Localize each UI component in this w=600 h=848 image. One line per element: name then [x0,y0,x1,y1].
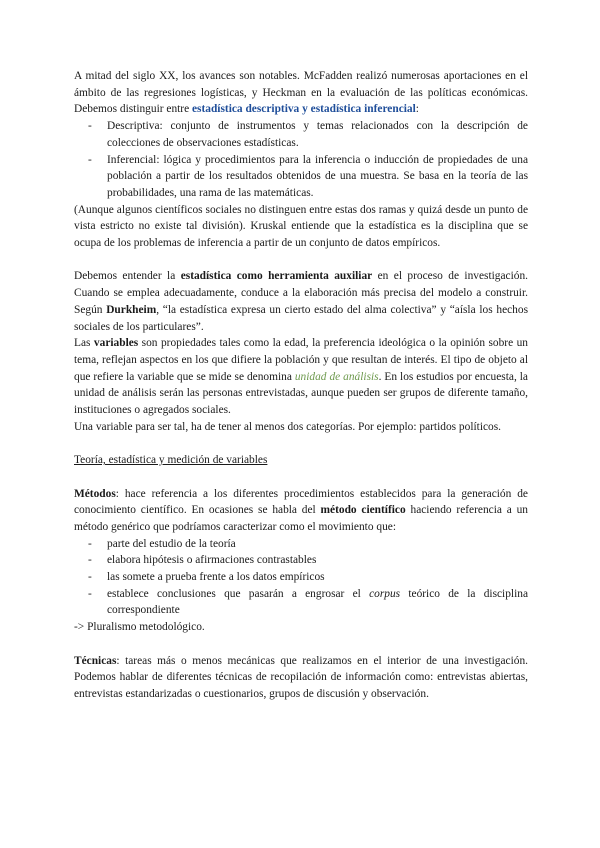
paragraph-text: teórico de la disciplina correspondiente [107,587,528,617]
paragraph-categories: Una variable para ser tal, ha de tener al menos dos categorías. Por ejemplo: partidos políticos. [74,420,502,433]
list-item: - las somete a prueba frente a los datos empíricos [74,569,528,586]
bold-term: Técnicas [74,654,117,667]
paragraph-methods [74,486,528,536]
paragraph-history [74,68,528,118]
paragraph-pluralism: -> Pluralismo metodológico. [74,621,205,634]
paragraph-kruskal: (Aunque algunos científicos sociales no distinguen entre estas dos ramas y quizá desde un punto de vista estricto no existe tal división). Kruskal entiende que la estadística es la disciplina que se ocupa de los problemas de inferencia a partir de un conjunto de datos empíricos. [74,203,528,250]
list-item: - parte del estudio de la teoría [74,536,528,553]
section-heading: Teoría, estadística y medición de variables [74,454,268,467]
bold-term: estadística como herramienta auxiliar [180,270,373,283]
paragraph-text: Debemos entender la [74,270,181,283]
paragraph-text: establece conclusiones que pasarán a engrosar el [107,587,370,600]
highlight-term: unidad de análisis [294,370,379,383]
paragraph-text: haciendo referencia a un método genérico que podríamos caracterizar como el movimiento que: [74,504,528,533]
paragraph-text: : tareas más o menos mecánicas que realizamos en el interior de una investigación. Podemos hablar de diferentes técnicas de recopilación de información como: entrevistas abiertas, entrevistas estandarizadas o cuestionarios, grupos de discusión y observación. [74,654,528,700]
paragraph-text: : hace referencia a los diferentes procedimientos establecidos para la generación de conocimiento científico. En ocasiones se habla del [74,487,528,517]
list-item [74,586,528,619]
document-body [74,68,528,703]
list-item: - elabora hipótesis o afirmaciones contrastables [74,552,528,569]
paragraph-auxiliary-tool [74,268,528,335]
paragraph-techniques [74,653,528,703]
paragraph-text: en el proceso de investigación. Cuando se emplea adecuadamente, conduce a la elaboración más precisa del modelo a construir. Según [74,270,529,316]
paragraph-variables [74,335,528,419]
highlight-term: estadística descriptiva y estadística inferencial [192,103,416,116]
paragraph-text: . En los estudios por encuesta, la unidad de análisis serán las personas entrevistadas, aunque pueden ser grupos de diferente tamaño, instituciones o agregados sociales. [74,370,528,417]
paragraph-text: son propiedades tales como la edad, la preferencia ideológica o la opinión sobre un tema, reflejan aspectos en los que difiere la población y que resultan de interés. El tipo de objeto al que refiere la variable que se mide se denomina [74,337,529,383]
bold-term: Durkheim [106,303,157,316]
statistics-types-list [74,118,528,202]
bold-term: Métodos [74,487,116,500]
paragraph-text: A mitad del siglo XX, los avances son notables. McFadden realizó numerosas aportaciones en el ámbito de las regresiones logísticas, y Heckman en la evaluación de las políticas económicas. Debemos distinguir entre [74,70,528,116]
italic-term: corpus [369,587,401,600]
bold-term: método científico [320,504,406,517]
list-item: - Inferencial: lógica y procedimientos para la inferencia o inducción de propiedades de una población a partir de los resultados obtenidos de una muestra. Se basa en la teoría de las probabilidades, una rama de las matemáticas. [74,152,528,202]
list-item: - Descriptiva: conjunto de instrumentos y temas relacionados con la descripción de colecciones de observaciones estadísticas. [74,118,528,151]
paragraph-text: , “la estadística expresa un cierto estado del alma colectiva” y “aísla los hechos sociales de los particulares”. [74,303,528,333]
method-steps-list [74,536,528,620]
paragraph-text: Las [74,337,94,350]
paragraph-text: : [415,103,419,116]
bold-term: variables [93,337,139,350]
